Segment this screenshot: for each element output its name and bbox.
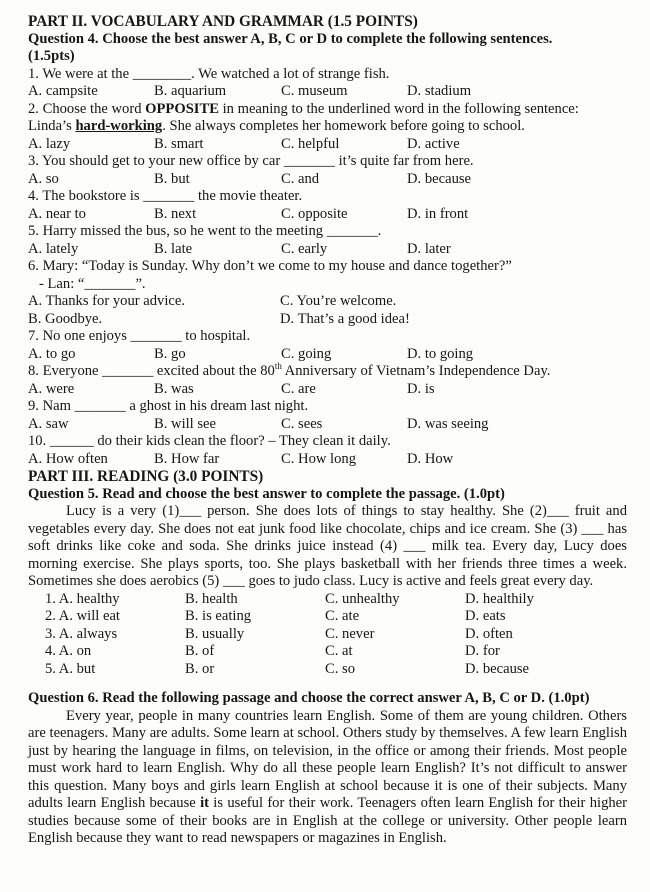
q4-item-6-option-c: C. You’re welcome. (280, 293, 397, 309)
q5-item-3-option-c: C. never (325, 625, 375, 642)
q4-item-8-option-a: A. were (28, 380, 75, 397)
q4-item-3-stem: 3. You should get to your new office by car _______ it’s quite far from here. (28, 153, 474, 169)
q4-item-2-stem-prefix: 2. Choose the word (28, 100, 146, 117)
q5-item-4-option-d: D. for (465, 643, 500, 659)
q4-item-10-option-a: A. How often (28, 450, 108, 467)
q4-item-6-options-row-1 (28, 293, 627, 311)
q4-item-9-option-b: B. will see (154, 415, 217, 432)
q4-item-10-option-b: B. How far (154, 450, 220, 467)
q5-item-3-options (28, 626, 627, 644)
q4-item-5-option-c: C. early (281, 240, 328, 257)
q4-item-5-stem: 5. Harry missed the bus, so he went to the meeting _______. (28, 223, 382, 239)
q4-item-2-option-a: A. lazy (28, 135, 71, 152)
q5-item-2-option-b: B. is eating (185, 608, 252, 624)
q4-item-7-stem: 7. No one enjoys _______ to hospital. (28, 328, 251, 344)
q5-item-5-option-c: C. so (325, 660, 356, 677)
q4-item-3-option-a: A. so (28, 170, 59, 187)
q5-item-2-option-a: 2. A. will eat (45, 608, 120, 624)
q4-item-4-options (28, 206, 627, 224)
q6-passage-text-1: Every year, people in many countries learn English. Some of them are young children. Others are teenagers. Many are adults. Some learn at school. Others study by themselves. A few learn English just by hearing the language in films, on television, in the office or among their friends. Most people must work hard to learn English. Why do all these people learn English? It’s not difficult to answer this question. Many boys and girls learn English at school because it is one of their subjects. Many adults learn English because (28, 707, 627, 811)
q5-item-2-option-d: D. eats (465, 608, 506, 624)
q4-item-2-stem (28, 101, 627, 119)
q4-item-10-option-c: C. How long (281, 450, 356, 467)
q6-passage-bold-word: it (200, 795, 209, 811)
q4-item-2-stem-suffix: in meaning to the underlined word in the following sentence: (218, 100, 579, 117)
section-spacer (28, 678, 627, 690)
q5-item-5-option-d: D. because (465, 660, 530, 677)
q4-item-7-option-c: C. going (281, 345, 332, 362)
q4-item-9-option-c: C. sees (281, 415, 323, 432)
q4-item-4-option-c: C. opposite (281, 205, 348, 222)
q4-item-5-option-b: B. late (154, 240, 193, 257)
q4-item-8-option-c: C. are (281, 380, 316, 397)
q4-item-2-option-b: B. smart (154, 135, 204, 152)
q4-item-2-option-d: D. active (407, 135, 460, 152)
q4-item-6-stem: 6. Mary: “Today is Sunday. Why don’t we come to my house and dance together?” (28, 258, 512, 274)
part3-heading: PART III. READING (3.0 POINTS) (28, 468, 264, 485)
q5-item-4-option-c: C. at (325, 643, 353, 659)
q5-item-1-options (28, 591, 627, 609)
q5-item-3-option-a: 3. A. always (45, 625, 118, 642)
q5-item-1-option-a: 1. A. healthy (45, 590, 120, 607)
q4-item-6-option-b: B. Goodbye. (28, 310, 103, 327)
q4-item-6-option-d: D. That’s a good idea! (280, 310, 410, 327)
q4-item-8-stem-suffix: Anniversary of Vietnam’s Independence Day. (281, 363, 551, 379)
q6-passage-text-2: is useful for their work. Teenagers often learn English for their higher studies because some of their books are in English at the college or university. Other people learn English because they want to read newspapers or magazines in English. (28, 795, 627, 846)
q4-item-1-option-c: C. museum (281, 83, 348, 99)
q4-item-2-options (28, 136, 627, 154)
question4-heading: Question 4. Choose the best answer A, B, C or D to complete the following sentences. (28, 30, 553, 47)
q5-item-5-option-b: B. or (185, 660, 215, 677)
q5-item-4-options (28, 643, 627, 661)
q5-item-1-option-b: B. health (185, 590, 238, 607)
q4-item-10-options (28, 451, 627, 469)
q4-item-7-option-b: B. go (154, 345, 186, 362)
q4-item-5-options (28, 241, 627, 259)
q4-item-2-stem-bold-word: OPPOSITE (145, 100, 219, 117)
q4-item-2-underlined-word: hard-working (75, 118, 163, 134)
q5-item-1-option-d: D. healthily (465, 590, 534, 607)
q4-item-8-option-b: B. was (154, 380, 194, 397)
part2-heading: PART II. VOCABULARY AND GRAMMAR (1.5 POINTS) (28, 13, 418, 30)
q4-item-9-stem: 9. Nam _______ a ghost in his dream last night. (28, 398, 309, 414)
q4-item-1-option-a: A. campsite (28, 83, 98, 99)
q4-item-4-stem: 4. The bookstore is _______ the movie theater. (28, 188, 303, 204)
q4-item-6-options-row-2 (28, 311, 627, 329)
q5-item-2-options (28, 608, 627, 626)
q4-item-3-options (28, 171, 627, 189)
q4-item-2-sentence-prefix: Linda’s (28, 118, 76, 134)
q4-item-4-option-b: B. next (154, 205, 197, 222)
q4-item-6-reply-line: - Lan: “_______”. (39, 275, 146, 292)
q4-item-1-option-b: B. aquarium (154, 83, 227, 99)
question6-passage (28, 708, 627, 848)
q5-item-5-option-a: 5. A. but (45, 660, 96, 677)
q4-item-8-options (28, 381, 627, 399)
q4-item-8-stem-prefix: 8. Everyone _______ excited about the 80 (28, 363, 275, 379)
q4-item-7-option-d: D. to going (407, 345, 474, 362)
q4-item-4-option-d: D. in front (407, 205, 469, 222)
q4-item-9-option-d: D. was seeing (407, 415, 489, 432)
q4-item-5-option-d: D. later (407, 240, 451, 257)
q4-item-3-option-b: B. but (154, 170, 190, 187)
q4-item-3-option-d: D. because (407, 170, 472, 187)
q4-item-1-stem: 1. We were at the ________. We watched a lot of strange fish. (28, 65, 390, 82)
q5-item-4-option-b: B. of (185, 643, 215, 659)
q4-item-9-option-a: A. saw (28, 415, 69, 432)
q5-item-2-option-c: C. ate (325, 608, 360, 624)
q4-item-7-options (28, 346, 627, 364)
q4-item-10-stem: 10. ______ do their kids clean the floor? – They clean it daily. (28, 433, 391, 449)
question4-points: (1.5pts) (28, 48, 75, 64)
q4-item-2-sentence-suffix: . She always completes her homework before going to school. (162, 118, 525, 134)
q4-item-5-option-a: A. lately (28, 240, 79, 257)
q4-item-7-option-a: A. to go (28, 345, 76, 362)
q5-item-1-option-c: C. unhealthy (325, 590, 400, 607)
q4-item-8-ordinal-superscript: th (274, 361, 282, 372)
q4-item-8-option-d: D. is (407, 380, 435, 397)
q5-item-3-option-d: D. often (465, 625, 513, 642)
q4-item-3-option-c: C. and (281, 170, 320, 187)
q4-item-2-option-c: C. helpful (281, 135, 340, 152)
q5-item-5-options (28, 661, 627, 679)
question6-heading: Question 6. Read the following passage and choose the correct answer A, B, C or D. (1.0pt) (28, 690, 590, 706)
q4-item-6-option-a: A. Thanks for your advice. (28, 293, 185, 309)
q4-item-4-option-a: A. near to (28, 205, 86, 222)
q4-item-9-options (28, 416, 627, 434)
q4-item-1-options (28, 83, 627, 101)
q5-item-3-option-b: B. usually (185, 625, 245, 642)
q4-item-8-stem (28, 363, 627, 381)
q5-item-4-option-a: 4. A. on (45, 643, 92, 659)
q4-item-10-option-d: D. How (407, 450, 454, 467)
question5-passage: Lucy is a very (1)___ person. She does lots of things to stay healthy. She (2)___ fruit and vegetables every day. She does not eat junk food like chocolate, chips and ice cream. She (3) ___ has soft drinks like coke and soda. She drinks juice instead (4) ___ milk tea. Every day, Lucy does morning exercise. She plays sports, too. She plays basketball with her friends three times a week. Sometimes she does aerobics (5) ___ goes to judo class. Lucy is active and feels great every day. (28, 503, 627, 589)
q4-item-1-option-d: D. stadium (407, 83, 472, 99)
question5-heading: Question 5. Read and choose the best answer to complete the passage. (1.0pt) (28, 485, 505, 502)
q4-item-2-sentence (28, 118, 627, 136)
